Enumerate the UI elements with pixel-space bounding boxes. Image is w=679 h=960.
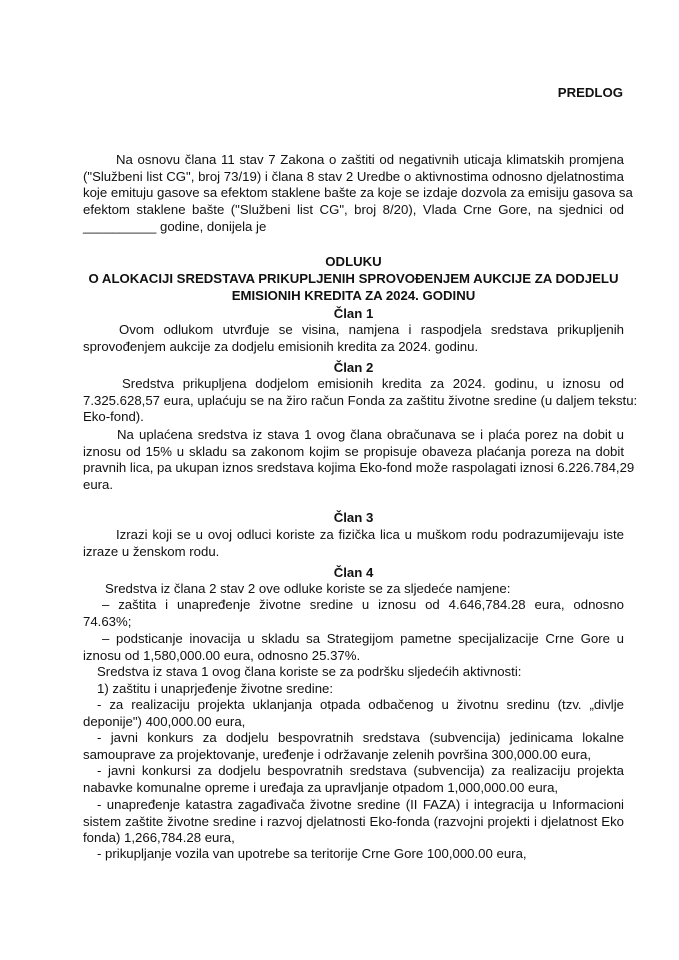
text-line: Ovom odlukom utvrđuje se visina, namjena i raspodjela sredstava prikupljenih (119, 322, 624, 337)
title-line: EMISIONIH KREDITA ZA 2024. GODINU (231, 287, 476, 303)
title-line: ODLUKU (325, 254, 382, 269)
article-1-paragraph (83, 322, 624, 355)
article-2-heading: Član 2 (333, 360, 374, 375)
text-line: nabavke komunalne opreme i uređaja za upravljanje otpadom 1,000,000.00 eura, (83, 779, 559, 795)
text-line: Sredstva iz člana 2 stav 2 ove odluke koriste se za sljedeće namjene: (105, 581, 511, 596)
article-1-heading: Član 1 (333, 306, 374, 321)
document-status-label: PREDLOG (557, 85, 623, 100)
article-2-paragraph (83, 376, 638, 426)
decision-title (83, 254, 624, 305)
text-line: - za realizaciju projekta uklanjanja otpada odbačenog u životnu sredinu (tzv. „divlje (97, 697, 624, 712)
text-line: Na uplaćena sredstva iz stava 1 ovog člana obračunava se i plaća porez na dobit u (117, 427, 624, 442)
text-line: iznosu od 15% u skladu sa zakonom kojim se propisuje obaveza plaćanja poreza na dobit (83, 443, 624, 459)
text-line: sprovođenjem aukcije za dodjelu emisionih kredita za 2024. godinu. (83, 338, 479, 354)
article-2-paragraph (83, 427, 635, 494)
text-line: Na osnovu člana 11 stav 7 Zakona o zaštiti od negativnih uticaja klimatskih promjena (116, 152, 624, 167)
preamble-paragraph (83, 152, 633, 235)
text-line: koje emituju gasove sa efektom staklene bašte za koje se izdaje dozvola za emisiju gasova sa (83, 185, 633, 201)
text-line: Eko-fond). (83, 409, 144, 425)
text-line: pravnih lica, pa ukupan iznos sredstava kojima Eko-fond može raspolagati iznosi 6.226.784,29 (83, 460, 635, 476)
article-4-list-item (83, 730, 624, 763)
text-line: 7.325.628,57 eura, uplaćuju se na žiro račun Fonda za zaštitu životne sredine (u daljem tekstu: (83, 392, 638, 408)
article-4-heading: Član 4 (333, 565, 374, 580)
text-line: - prikupljanje vozila van upotrebe sa teritorije Crne Gore 100,000.00 eura, (97, 846, 527, 861)
text-line: – podsticanje inovacija u skladu sa Strategijom pametne specijalizacije Crne Gore u (102, 631, 624, 646)
article-4-list-item (83, 797, 624, 847)
text-line: __________ godine, donijela je (83, 218, 267, 234)
text-line: sistem zaštite životne sredine i razvoj djelatnosti Eko-fonda (razvojni projekti i djelatnost Eko (83, 813, 624, 829)
text-line: Izrazi koji se u ovoj odluci koriste za fizička lica u muškom rodu podrazumijevaju iste (116, 527, 624, 542)
text-line: eura. (83, 477, 114, 493)
text-line: - javni konkurs za dodjelu bespovratnih sredstava (subvencija) jedinicama lokalne (97, 730, 624, 745)
text-line: Sredstva iz stava 1 ovog člana koriste se za podršku sljedećih aktivnosti: (97, 664, 522, 679)
text-line: izraze u ženskom rodu. (83, 543, 220, 559)
text-line: iznosu od 1,580,000.00 eura, odnosno 25.37%. (83, 647, 361, 663)
text-line: Sredstva prikupljena dodjelom emisionih kredita za 2024. godinu, u iznosu od (122, 376, 624, 391)
article-4-list-item (83, 846, 624, 863)
text-line: deponije") 400,000.00 eura, (83, 713, 246, 729)
article-3-heading: Član 3 (333, 510, 374, 525)
article-4-paragraph (83, 664, 624, 681)
text-line: – zaštita i unapređenje životne sredine u iznosu od 4.646,784.28 eura, odnosno (102, 597, 624, 612)
article-4-list-item (83, 597, 624, 630)
text-line: 1) zaštitu i unaprjeđenje životne sredine: (97, 681, 334, 696)
article-3-paragraph (83, 527, 624, 560)
text-line: ("Službeni list CG", broj 73/19) i člana 8 stav 2 Uredbe o aktivnostima odnosno djelatnostima (83, 168, 624, 184)
text-line: samouprave za projektovanje, uređenje i održavanje zelenih površina 300,000.00 eura, (83, 746, 592, 762)
article-4-list-item (83, 697, 624, 730)
title-line: O ALOKACIJI SREDSTAVA PRIKUPLJENIH SPROVOĐENJEM AUKCIJE ZA DODJELU (88, 270, 619, 286)
article-4-paragraph (83, 581, 624, 598)
article-4-list-item (83, 763, 624, 796)
text-line: efektom staklene bašte ("Službeni list CG", broj 8/20), Vlada Crne Gore, na sjednici od (83, 202, 624, 218)
text-line: fonda) 1,266,784.28 eura, (83, 830, 235, 846)
text-line: - javni konkursi za dodjelu bespovratnih sredstava (subvencija) za realizaciju projekta (97, 763, 624, 778)
text-line: - unapređenje katastra zagađivača životne sredine (II FAZA) i integracija u Informacioni (97, 797, 624, 812)
article-4-subheading (83, 681, 624, 698)
text-line: 74.63%; (83, 613, 132, 629)
article-4-list-item (83, 631, 624, 664)
